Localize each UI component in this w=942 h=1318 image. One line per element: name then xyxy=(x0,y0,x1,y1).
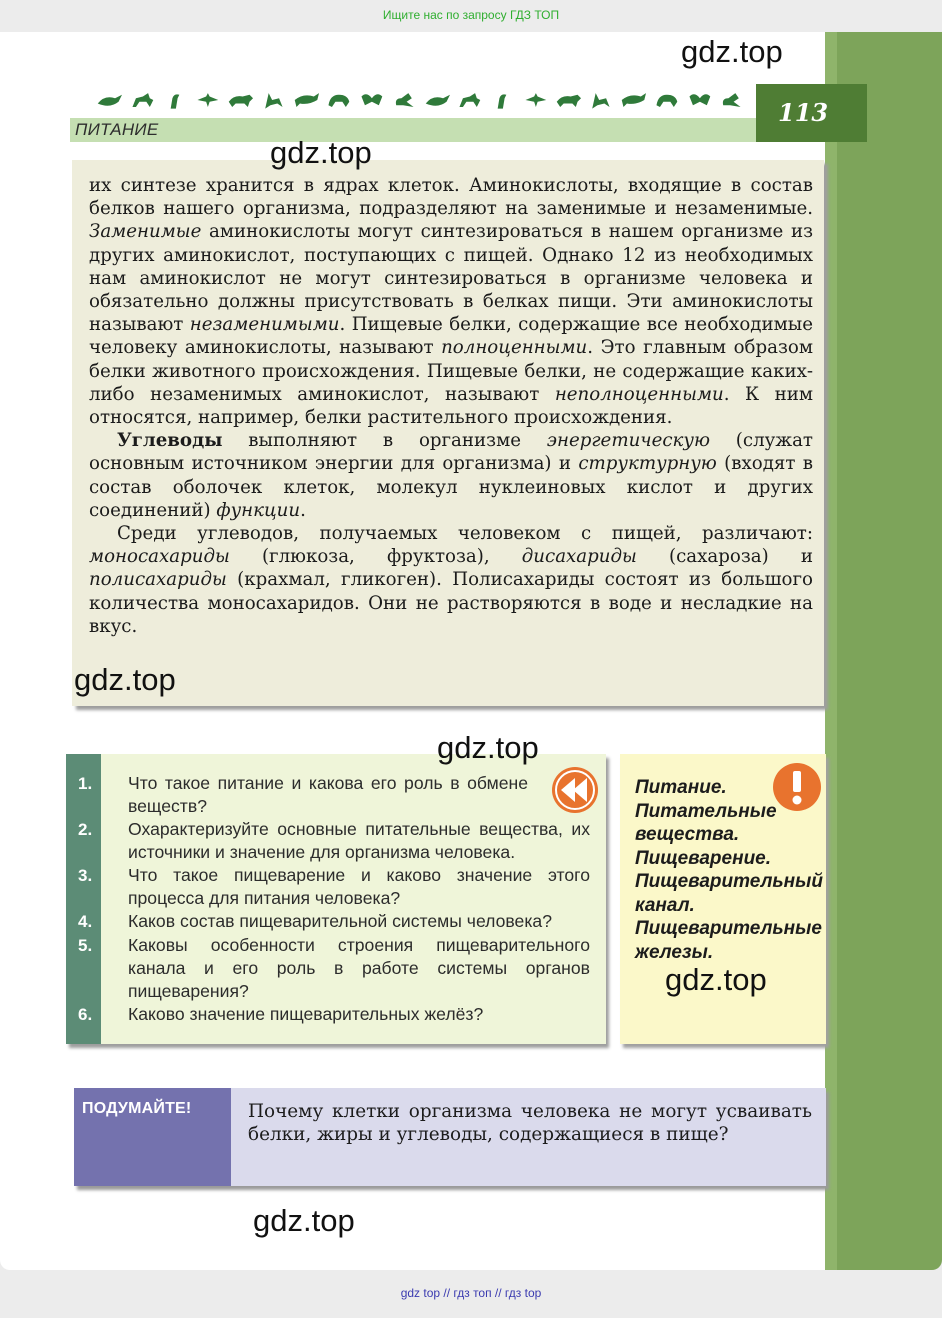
animal-silhouette-icon xyxy=(227,88,255,112)
animal-silhouette-icon xyxy=(96,88,124,112)
footer-links: gdz top // гдз топ // гдз top xyxy=(400,1286,542,1300)
keyword-item: Пищеварение. xyxy=(635,847,772,869)
italic-term: неполноценными xyxy=(554,383,724,405)
animal-silhouette-icon xyxy=(391,88,419,112)
text-run: . Это главным образом белки животного происхождения. Пищевые белки, не содержащие каких-либо незаменимых аминокислот, называют xyxy=(89,337,813,405)
keyword-item: Пищеварительный канал. xyxy=(635,871,823,916)
animal-silhouette-icon xyxy=(129,88,157,112)
question-text: Каковы особенности строения пищеварительного канала и его роль в работе системы органов пищеварения? xyxy=(128,935,590,1001)
text-run: . К ним относятся, например, белки растительного происхождения. xyxy=(89,383,813,429)
italic-term: структурную xyxy=(578,453,717,475)
page-number-tab xyxy=(756,84,867,142)
text-run: . xyxy=(300,499,306,521)
keywords-list xyxy=(635,776,823,964)
watermark: gdz.top xyxy=(253,1203,355,1238)
keyword-item: Пищеварительные железы. xyxy=(635,918,822,963)
animal-silhouette-icon xyxy=(686,88,714,112)
animal-silhouette-icon xyxy=(555,88,583,112)
question-text: Каково значение пищеварительных желёз? xyxy=(128,1004,484,1024)
text-run: (глюкоза, фруктоза), xyxy=(229,546,522,568)
animal-silhouette-icon xyxy=(260,88,288,112)
questions-side-bar xyxy=(66,754,101,1044)
section-title: ПИТАНИЕ xyxy=(75,120,159,139)
textbook-page xyxy=(0,32,942,1270)
think-label: ПОДУМАЙТЕ! xyxy=(82,1100,192,1117)
rewind-icon xyxy=(551,766,599,814)
italic-term: незаменимыми xyxy=(189,314,340,336)
keywords-box xyxy=(620,754,826,1044)
bold-term: Углеводы xyxy=(117,430,223,452)
text-run: (сахароза) и xyxy=(636,546,813,568)
top-banner: Ищите нас по запросу ГДЗ ТОП xyxy=(382,8,560,22)
question-number: 5. xyxy=(78,936,93,955)
text-run: (входят в состав оболочек клеток, молекул нуклеиновых кислот и других соединений) xyxy=(89,453,814,521)
think-question: Почему клетки организма человека не могут усваивать белки, жиры и углеводы, содержащиеся в пище? xyxy=(248,1101,812,1146)
main-text xyxy=(89,174,813,638)
italic-term: дисахариды xyxy=(521,546,637,568)
text-run: их синтезе хранится в ядрах клеток. Аминокислоты, входящие в состав белков нашего организма, подразделяют на заменимые и незаменимые. xyxy=(89,175,813,220)
watermark: gdz.top xyxy=(74,662,176,697)
italic-term: полноценными xyxy=(441,337,588,359)
text-paragraph xyxy=(89,429,813,522)
question-text: Каков состав пищеварительной системы человека? xyxy=(128,911,552,931)
question-text: Охарактеризуйте основные питательные вещества, их источники и значение для организма человека. xyxy=(128,819,590,862)
watermark: gdz.top xyxy=(665,962,767,997)
question-number: 2. xyxy=(78,820,93,839)
animal-silhouette-icon xyxy=(194,88,222,112)
animal-silhouette-icon xyxy=(620,88,648,112)
main-text-box xyxy=(72,160,824,706)
keyword-item: Питание. xyxy=(635,777,727,798)
section-header-bar xyxy=(70,118,756,142)
watermark: gdz.top xyxy=(270,135,372,170)
animal-silhouette-icon xyxy=(293,88,321,112)
animal-silhouette-icon xyxy=(718,88,746,112)
animal-silhouette-icon xyxy=(653,88,681,112)
text-paragraph xyxy=(89,522,813,638)
text-run: (служат основным источником энергии для организма) и xyxy=(89,430,813,475)
italic-term: моносахариды xyxy=(89,546,230,568)
question-text: Что такое пищеварение и каково значение этого процесса для питания человека? xyxy=(128,865,590,908)
animal-ornament-row xyxy=(96,86,746,112)
question-text: Что такое питание и какова его роль в обмене веществ? xyxy=(128,773,528,816)
text-paragraph xyxy=(89,174,813,429)
page-number: 113 xyxy=(778,98,829,127)
think-label-block xyxy=(74,1088,231,1186)
text-run: (крахмал, гликоген). Полисахариды состоят из большого количества моносахаридов. Они не растворяются в воде и несладкие на вкус. xyxy=(89,569,813,637)
think-box xyxy=(74,1088,826,1186)
italic-term: энергетическую xyxy=(546,430,710,452)
text-run: Среди углеводов, получаемых человеком с пищей, различают: xyxy=(117,523,813,545)
text-run: аминокислоты могут синтезироваться в нашем организме из других аминокислот, поступающих с пищей. Однако 12 из необходимых нам аминокислот не могут синтезироваться в организме человека и обязательно должны присутствовать в белках пищи. Эти аминокислоты называют xyxy=(89,221,813,336)
animal-silhouette-icon xyxy=(489,88,517,112)
animal-silhouette-icon xyxy=(587,88,615,112)
animal-silhouette-icon xyxy=(424,88,452,112)
question-number: 6. xyxy=(78,1005,93,1024)
animal-silhouette-icon xyxy=(522,88,550,112)
keyword-item: Питательные вещества. xyxy=(635,800,777,845)
question-number: 4. xyxy=(78,912,93,931)
animal-silhouette-icon xyxy=(456,88,484,112)
italic-term: Заменимые xyxy=(89,221,202,243)
text-run: . Пищевые белки, содержащие все необходимые человеку аминокислоты, называют xyxy=(89,314,814,359)
text-run: выполняют в организме xyxy=(222,430,547,452)
animal-silhouette-icon xyxy=(358,88,386,112)
animal-silhouette-icon xyxy=(325,88,353,112)
question-number: 1. xyxy=(78,774,93,793)
page-edge-strip xyxy=(825,32,942,1270)
italic-term: полисахариды xyxy=(89,569,227,591)
animal-silhouette-icon xyxy=(162,88,190,112)
questions-box xyxy=(66,754,606,1044)
italic-term: функции xyxy=(216,499,301,521)
question-number: 3. xyxy=(78,866,93,885)
watermark: gdz.top xyxy=(681,34,783,69)
watermark: gdz.top xyxy=(437,730,539,765)
